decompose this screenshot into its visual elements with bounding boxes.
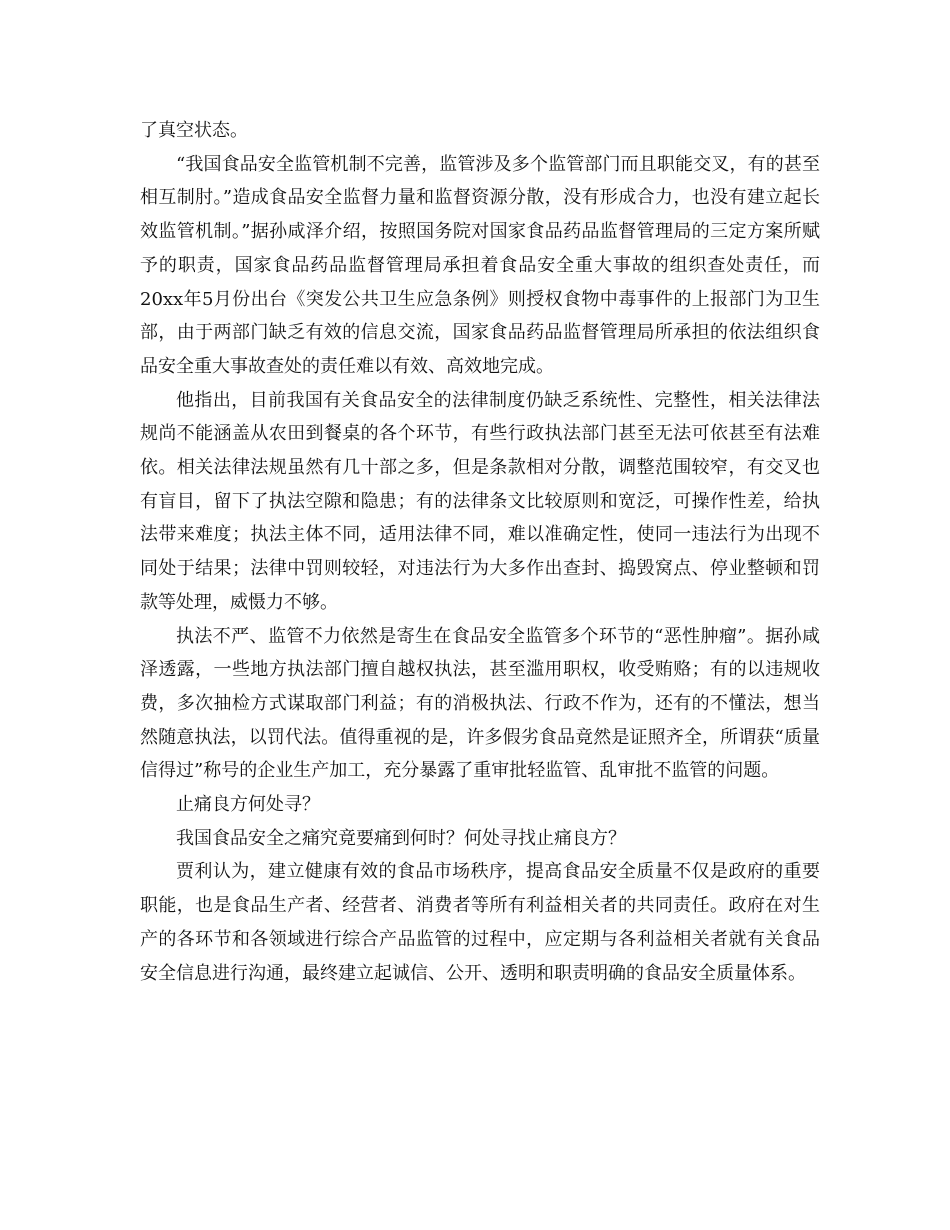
paragraph-continuation: 了真空状态。 [140,120,248,141]
paragraph-lax-enforcement: 执法不严、监管不力依然是寄生在食品安全监管多个环节的“恶性肿瘤”。据孙咸泽透露，一些地方执法部门擅自越权执法，甚至滥用职权，收受贿赂；有的以违规收费，多次抽检方式谋取部门利益；有的消极执法、行政不作为，还有的不懂法，想当然随意执法，以罚代法。值得重视的是，许多假劣食品竟然是证照齐全，所谓获“质量信得过”称号的企业生产加工，充分暴露了重审批轻监管、乱审批不监管的问题。 [140,625,820,782]
paragraph-question: 我国食品安全之痛究竟要痛到何时？何处寻找止痛良方？ [176,827,626,849]
section-heading: 止痛良方何处寻？ [176,794,320,816]
article-body [140,114,820,990]
paragraph-jia-li: 贾利认为，建立健康有效的食品市场秩序，提高食品安全质量不仅是政府的重要职能，也是食品生产者、经营者、消费者等所有利益相关者的共同责任。政府在对生产的各环节和各领域进行综合产品监管的过程中，应定期与各利益相关者就有关食品安全信息进行沟通，最终建立起诚信、公开、透明和职责明确的食品安全质量体系。 [140,861,820,984]
paragraph-legal-system: 他指出，目前我国有关食品安全的法律制度仍缺乏系统性、完整性，相关法律法规尚不能涵盖从农田到餐桌的各个环节，有些行政执法部门甚至无法可依甚至有法难依。相关法律法规虽然有几十部之多，但是条款相对分散，调整范围较窄，有交叉也有盲目，留下了执法空隙和隐患；有的法律条文比较原则和宽泛，可操作性差，给执法带来难度；执法主体不同，适用法律不同，难以准确定性，使同一违法行为出现不同处于结果；法律中罚则较轻，对违法行为大多作出查封、捣毁窝点、停业整顿和罚款等处理，威慑力不够。 [140,389,820,613]
paragraph-supervision-mechanism: “我国食品安全监管机制不完善，监管涉及多个监管部门而且职能交叉，有的甚至相互制肘。”造成食品安全监督力量和监督资源分散，没有形成合力，也没有建立起长效监管机制。”据孙咸泽介绍，按照国务院对国家食品药品监督管理局的三定方案所赋予的职责，国家食品药品监督管理局承担着食品安全重大事故的组织查处责任，而20xx年5月份出台《突发公共卫生应急条例》则授权食物中毒事件的上报部门为卫生部，由于两部门缺乏有效的信息交流，国家食品药品监督管理局所承担的依法组织食品安全重大事故查处的责任难以有效、高效地完成。 [140,153,820,377]
